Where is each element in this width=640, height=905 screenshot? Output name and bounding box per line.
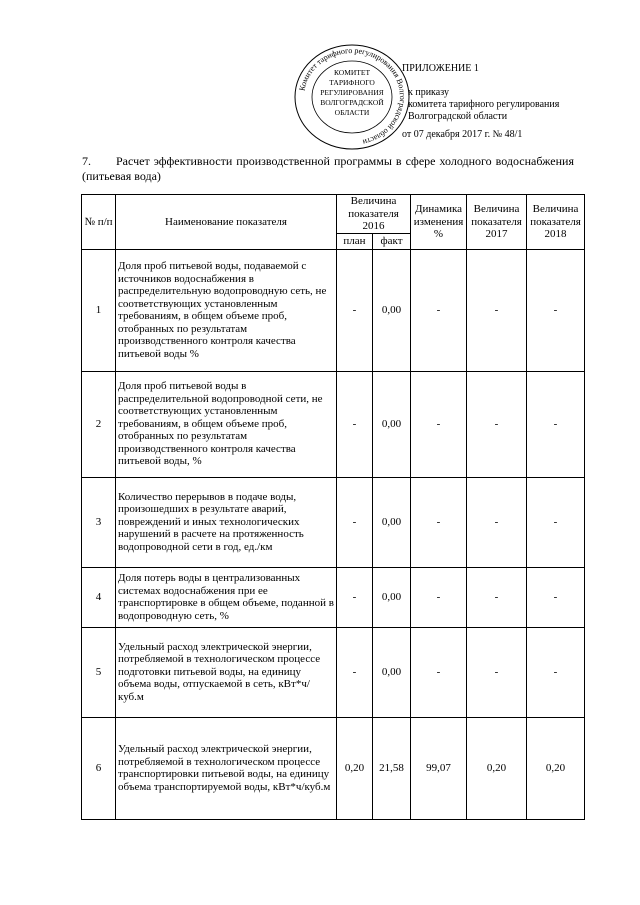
row-name: Доля проб питьевой воды в распределительной водопроводной сети, не соответствующих установленным требованиям, в общем объеме проб, отобранных по результатам производственного контроля качества питьевой воды, %: [116, 371, 337, 477]
row-2018: -: [527, 567, 585, 627]
header-num: № п/п: [82, 195, 116, 250]
header-dynamics: Динамика изменения %: [411, 195, 467, 250]
table-row: [82, 249, 585, 371]
row-2017: -: [467, 567, 527, 627]
row-dynamics: -: [411, 249, 467, 371]
header-fact: факт: [373, 233, 411, 249]
table-row: [82, 627, 585, 717]
appendix-title: ПРИЛОЖЕНИЕ 1: [402, 63, 479, 74]
row-num: 3: [82, 477, 116, 567]
seal-ring-text: Комитет тарифного регулирования Волгоградской области: [297, 45, 408, 147]
header-value-2017: Величина показателя 2017: [467, 195, 527, 250]
row-2017: -: [467, 477, 527, 567]
row-num: 5: [82, 627, 116, 717]
row-2017: -: [467, 627, 527, 717]
row-2018: -: [527, 477, 585, 567]
table-row: [82, 567, 585, 627]
row-plan: -: [337, 627, 373, 717]
row-plan: -: [337, 567, 373, 627]
row-name: Доля проб питьевой воды, подаваемой с источников водоснабжения в распределительную водопроводную сеть, не соответствующих установленным требованиям, в общем объеме проб, отобранных по результатам производственного контроля качества питьевой воды %: [116, 249, 337, 371]
row-fact: 0,00: [373, 249, 411, 371]
efficiency-table: [81, 194, 585, 820]
row-plan: -: [337, 477, 373, 567]
row-fact: 0,00: [373, 627, 411, 717]
row-2018: 0,20: [527, 717, 585, 819]
row-name: Доля потерь воды в централизованных системах водоснабжения при ее транспортировке в общем объеме, поданной в водопроводную сеть, %: [116, 567, 337, 627]
row-dynamics: -: [411, 371, 467, 477]
row-2018: -: [527, 627, 585, 717]
seal-line-1: КОМИТЕТ: [333, 68, 371, 77]
table-row: [82, 717, 585, 819]
row-num: 6: [82, 717, 116, 819]
order-date: от 07 декабря 2017 г. № 48/1: [402, 129, 523, 140]
seal-graphic: [292, 42, 412, 152]
section-heading: [82, 154, 574, 184]
table-row: [82, 477, 585, 567]
row-fact: 21,58: [373, 717, 411, 819]
seal-line-4: ВОЛГОГРАДСКОЙ: [320, 98, 384, 107]
row-2017: -: [467, 371, 527, 477]
seal-line-2: ТАРИФНОГО: [329, 78, 375, 87]
committee-name: комитета тарифного регулирования: [408, 99, 560, 110]
seal-line-3: РЕГУЛИРОВАНИЯ: [320, 88, 384, 97]
row-fact: 0,00: [373, 567, 411, 627]
row-num: 4: [82, 567, 116, 627]
header-name: Наименование показателя: [116, 195, 337, 250]
committee-seal-stamp: [292, 42, 412, 152]
row-2017: 0,20: [467, 717, 527, 819]
row-dynamics: -: [411, 627, 467, 717]
region-name: Волгоградской области: [408, 111, 508, 122]
row-num: 1: [82, 249, 116, 371]
row-2018: -: [527, 371, 585, 477]
order-reference: к приказу: [408, 87, 449, 98]
header-value-2018: Величина показателя 2018: [527, 195, 585, 250]
table-row: [82, 371, 585, 477]
row-name: Удельный расход электрической энергии, потребляемой в технологическом процессе транспортировки питьевой воды, на единицу объема транспортируемой воды, кВт*ч/куб.м: [116, 717, 337, 819]
row-dynamics: -: [411, 477, 467, 567]
row-name: Количество перерывов в подаче воды, произошедших в результате аварий, повреждений и иных технологических нарушений в расчете на протяженность водопроводной сети в год, ед./км: [116, 477, 337, 567]
row-2017: -: [467, 249, 527, 371]
row-plan: -: [337, 249, 373, 371]
row-dynamics: -: [411, 567, 467, 627]
row-name: Удельный расход электрической энергии, потребляемой в технологическом процессе подготовки питьевой воды, на единицу объема воды, отпускаемой в сеть, кВт*ч/куб.м: [116, 627, 337, 717]
section-title-text: Расчет эффективности производственной программы в сфере холодного водоснабжения (питьевая вода): [82, 154, 574, 183]
row-2018: -: [527, 249, 585, 371]
row-plan: -: [337, 371, 373, 477]
header-plan: план: [337, 233, 373, 249]
row-fact: 0,00: [373, 371, 411, 477]
row-dynamics: 99,07: [411, 717, 467, 819]
row-plan: 0,20: [337, 717, 373, 819]
row-num: 2: [82, 371, 116, 477]
header-value-2016: Величина показателя 2016: [337, 195, 411, 234]
seal-line-5: ОБЛАСТИ: [334, 108, 370, 117]
section-number: 7.: [82, 154, 91, 168]
row-fact: 0,00: [373, 477, 411, 567]
